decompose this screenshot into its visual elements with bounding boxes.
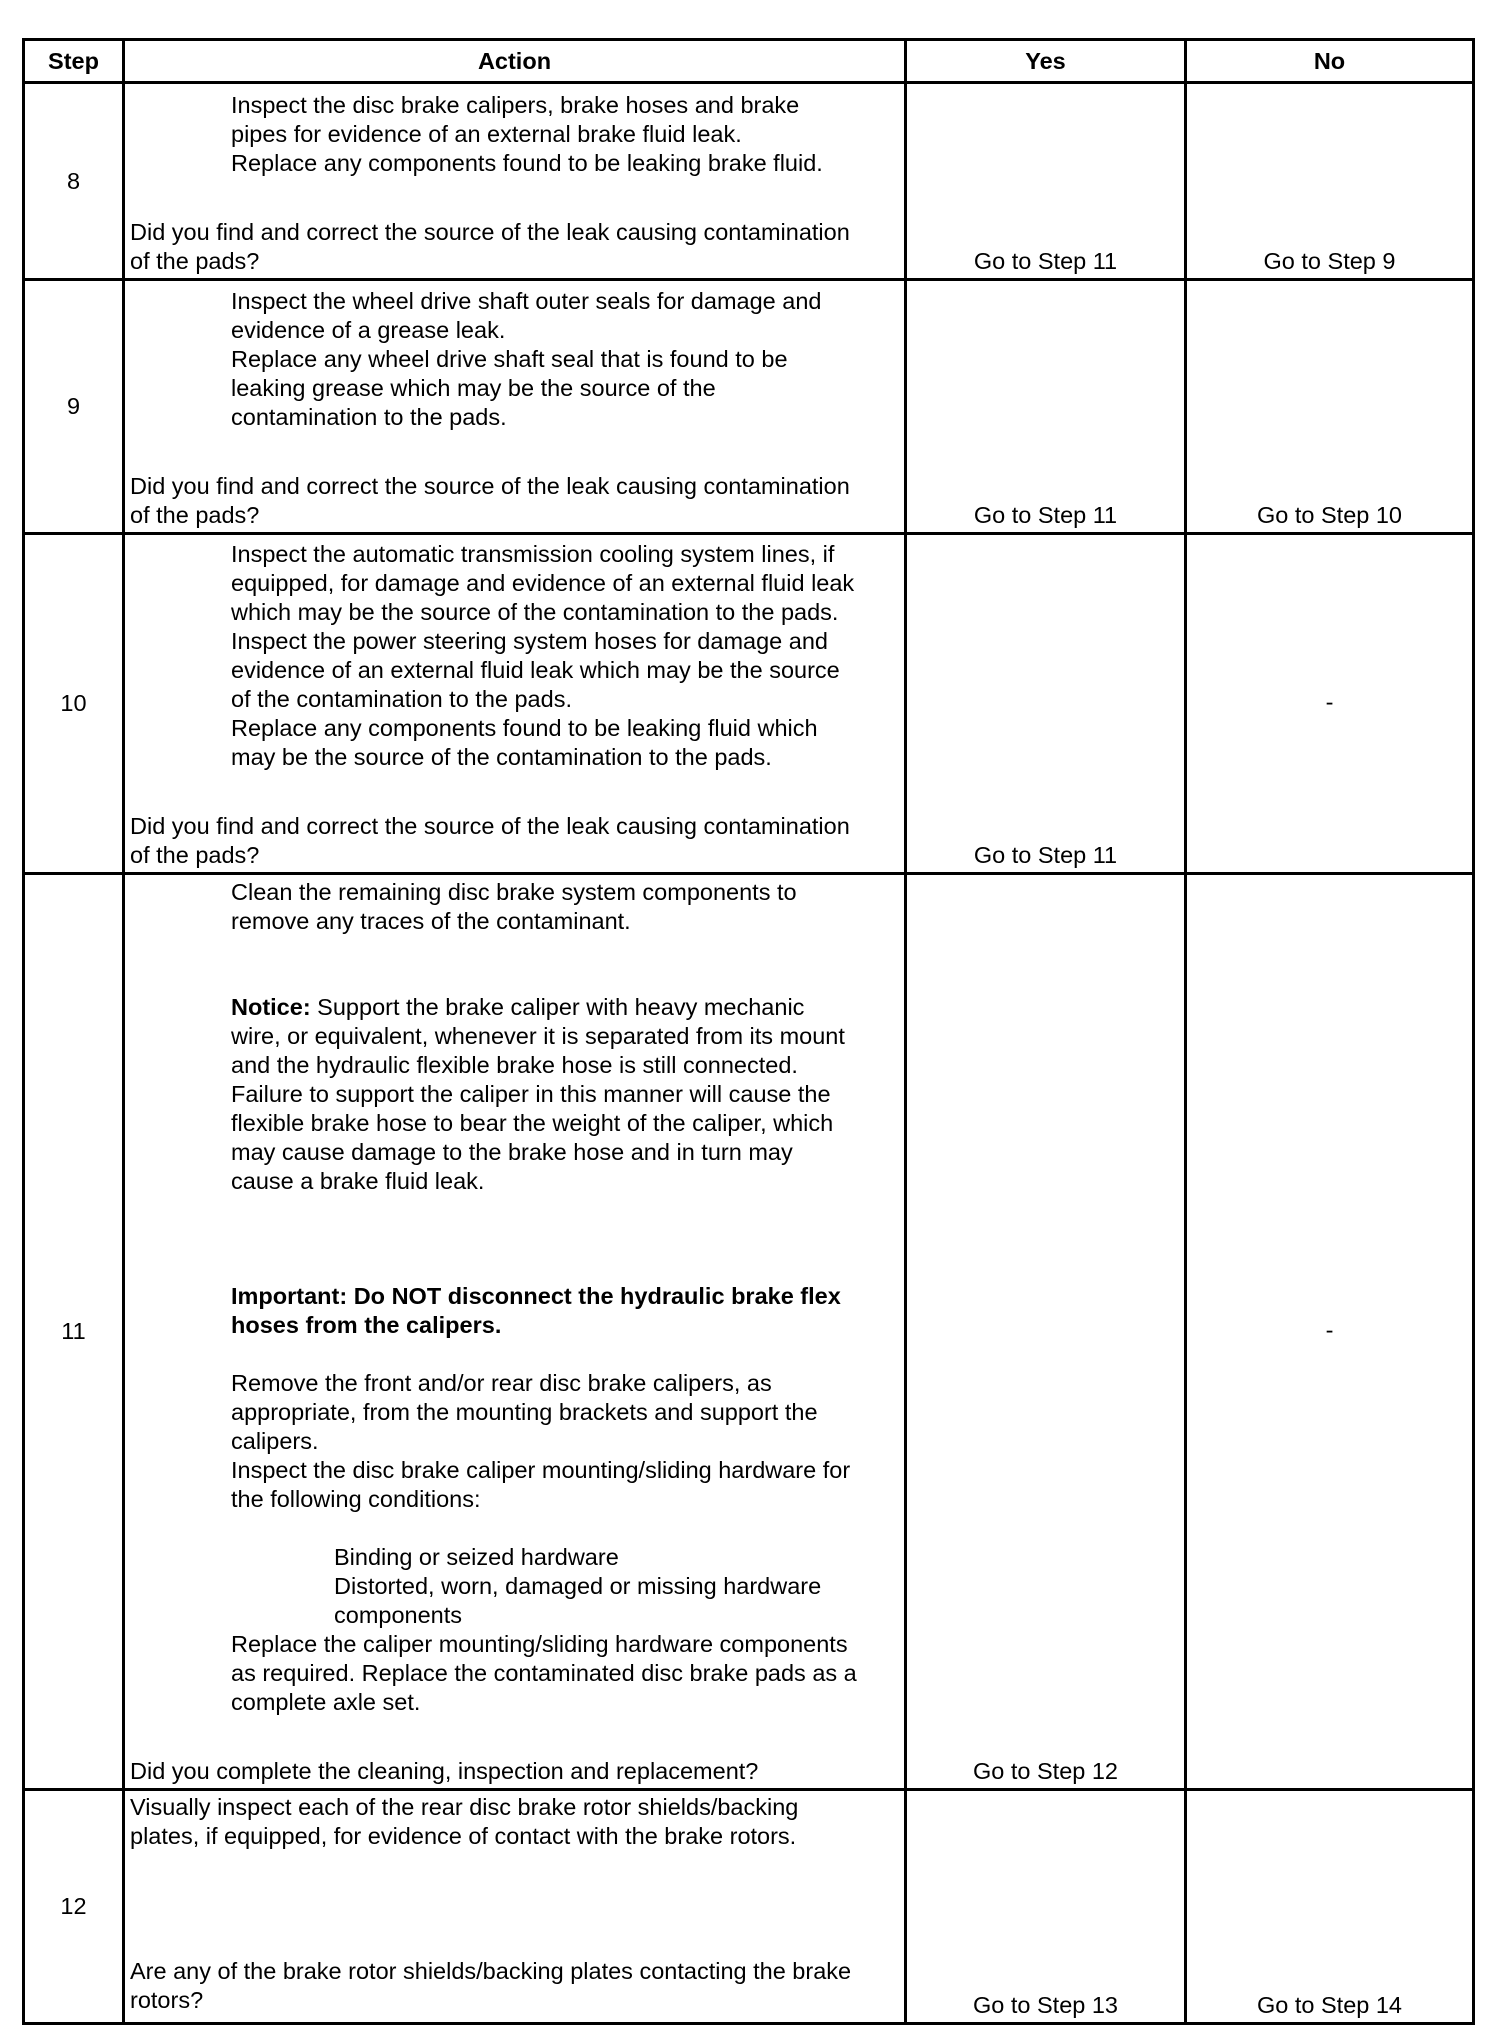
header-no: No <box>1186 40 1474 83</box>
table-row-step-11 <box>24 874 1474 1790</box>
action-instructions: Visually inspect each of the rear disc brake rotor shields/backing plates, if equipped, for evidence of contact with the brake rotors. <box>130 1794 799 1849</box>
action-question: Did you find and correct the source of the leak causing contamination of the pads? <box>130 473 850 528</box>
table-row-step-8 <box>24 83 1474 280</box>
step-number: 8 <box>24 83 124 280</box>
action-cell: Clean the remaining disc brake system components to remove any traces of the contaminant. Notice: Support the brake caliper with heavy mechanic wire, or equivalent, whenever it is separated from its mount and the hydraulic flexible brake hose is still connected. Failure to support the caliper in this manner will cause the flexible brake hose to bear the weight of the caliper, which may cause damage to the brake hose and in turn may cause a brake fluid leak. Important: Do NOT disconnect the hydraulic brake flex hoses from the calipers. Remove the front and/or rear disc brake calipers, as appropriate, from the mounting brackets and support the calipers. Inspect the disc brake caliper mounting/sliding hardware for the following conditions: Binding or seized hardware Distorted, worn, damaged or missing hardware components Replace the caliper mounting/sliding hardware components as required. Replace the contaminated disc brake pads as a complete axle set. Did you complete the cleaning, inspection and replacement? <box>124 874 906 1790</box>
step-number: 9 <box>24 280 124 534</box>
notice-paragraph: Notice: Support the brake caliper with heavy mechanic <box>231 994 805 1020</box>
step-number: 10 <box>24 534 124 874</box>
header-step: Step <box>24 40 124 83</box>
list-item: Distorted, worn, damaged or missing hardware <box>334 1573 822 1599</box>
action-cell <box>124 280 906 534</box>
no-result: Go to Step 9 <box>1186 83 1474 280</box>
diagnostic-table <box>22 38 1475 2025</box>
action-question: Did you find and correct the source of the leak causing contamination of the pads? <box>130 219 850 274</box>
yes-result: Go to Step 11 <box>906 534 1186 874</box>
yes-result: Go to Step 13 <box>906 1790 1186 2024</box>
action-question: Did you complete the cleaning, inspection and replacement? <box>130 1758 759 1784</box>
table-row-step-12 <box>24 1790 1474 2024</box>
no-result: Go to Step 14 <box>1186 1790 1474 2024</box>
step-number: 12 <box>24 1790 124 2024</box>
no-result: Go to Step 10 <box>1186 280 1474 534</box>
header-action: Action <box>124 40 906 83</box>
header-yes: Yes <box>906 40 1186 83</box>
header-row <box>24 40 1474 83</box>
important-notice: Important: Do NOT disconnect the hydraulic brake flex <box>231 1283 841 1309</box>
no-result: - <box>1186 874 1474 1790</box>
action-question: Are any of the brake rotor shields/backing plates contacting the brake rotors? <box>130 1958 852 2013</box>
yes-result: Go to Step 12 <box>906 874 1186 1790</box>
action-instructions: Inspect the disc brake calipers, brake hoses and brake pipes for evidence of an external brake fluid leak. Replace any components found to be leaking brake fluid. <box>231 92 823 176</box>
action-cell <box>124 83 906 280</box>
list-item: Binding or seized hardware <box>334 1544 619 1570</box>
action-question: Did you find and correct the source of the leak causing contamination of the pads? <box>130 813 850 868</box>
action-cell <box>124 1790 906 2024</box>
table-row-step-10 <box>24 534 1474 874</box>
list-item: components <box>334 1602 463 1628</box>
table-row-step-9 <box>24 280 1474 534</box>
conditions-list <box>130 1543 898 1630</box>
action-instructions: Inspect the automatic transmission cooling system lines, if equipped, for damage and evidence of an external fluid leak which may be the source of the contamination to the pads. Inspect the power steering system hoses for damage and evidence of an external fluid leak which may be the source of the contamination to the pads. Replace any components found to be leaking fluid which may be the source of the contamination to the pads. <box>231 541 855 770</box>
notice-label: Notice: <box>231 994 311 1020</box>
action-instructions: Clean the remaining disc brake system components to remove any traces of the contaminant. Notice: Support the brake caliper with heavy mechanic wire, or equivalent, whenever it is separated from its mount and the hydraulic flexible brake hose is still connected. Failure to support the caliper in this manner will cause the flexible brake hose to bear the weight of the caliper, which may cause damage to the brake hose and in turn may cause a brake fluid leak. Important: Do NOT disconnect the hydraulic brake flex hoses from the calipers. Remove the front and/or rear disc brake calipers, as appropriate, from the mounting brackets and support the calipers. Inspect the disc brake caliper mounting/sliding hardware for the following conditions: <box>130 878 898 1543</box>
action-instructions: Inspect the wheel drive shaft outer seals for damage and evidence of a grease leak. Replace any wheel drive shaft seal that is found to be leaking grease which may be the source of the contamination to the pads. <box>231 288 822 430</box>
step-number: 11 <box>24 874 124 1790</box>
no-result: - <box>1186 534 1474 874</box>
yes-result: Go to Step 11 <box>906 83 1186 280</box>
action-cell <box>124 534 906 874</box>
yes-result: Go to Step 11 <box>906 280 1186 534</box>
document-page <box>22 38 1472 2025</box>
